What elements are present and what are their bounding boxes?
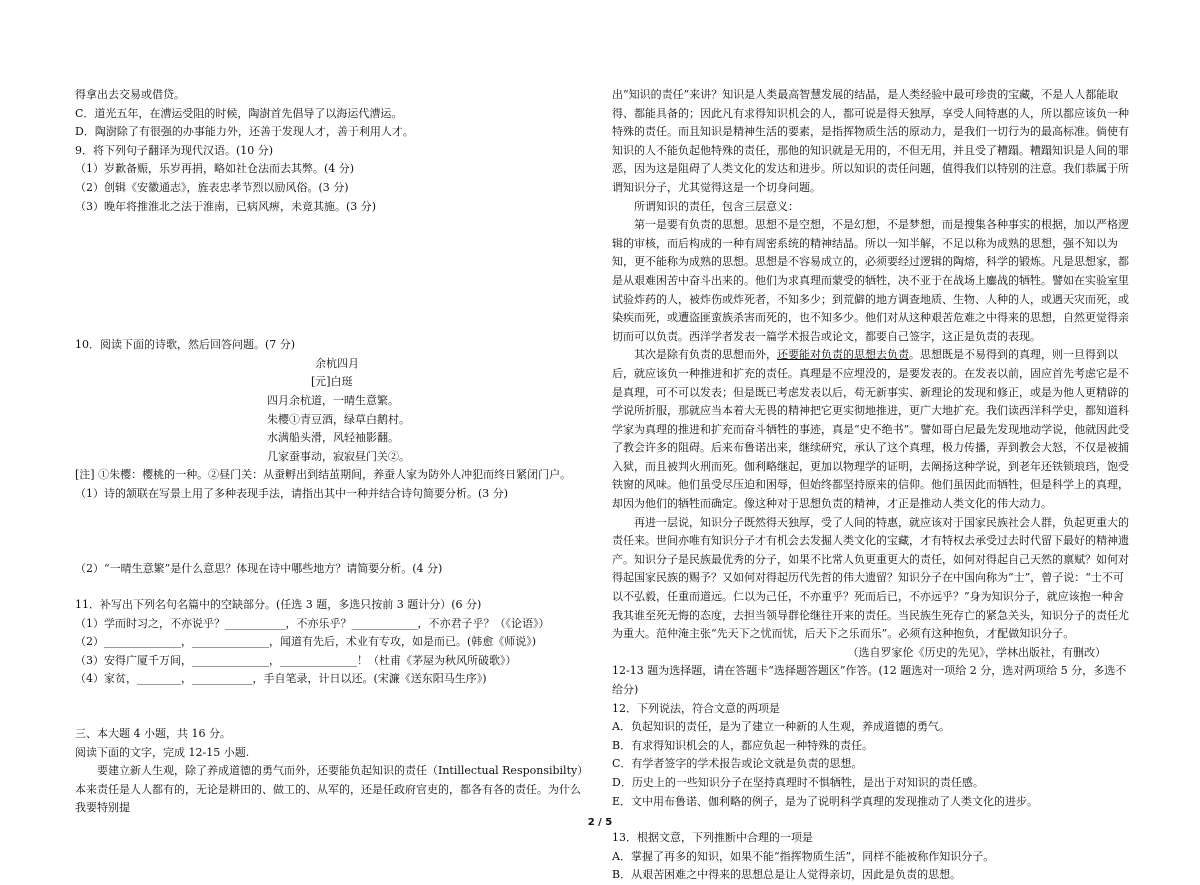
question-10-1: （1）诗的颔联在写景上用了多种表现手法，请指出其中一种并结合诗句简要分析。(3 分) [75, 486, 509, 500]
answer-space [75, 504, 587, 560]
passage-paragraph [612, 346, 1132, 513]
option-b: B．从艰苦困难之中得来的思想总是让人觉得亲切，因此是负责的思想。 [612, 868, 962, 882]
answer-space [75, 216, 587, 336]
option-d: D．历史上的一些知识分子在坚持真理时不惧牺牲，是出于对知识的责任感。 [612, 775, 984, 789]
question-9-1: （1）岁歉备赈，乐岁再捐，略如社仓法而去其弊。(4 分) [75, 162, 355, 176]
text-line: 得拿出去交易或借贷。 [75, 88, 185, 101]
question-9: 9．将下列句子翻译为现代汉语。(10 分) [75, 143, 274, 157]
section-3-heading: 三、本大题 4 小题，共 16 分。 [75, 727, 231, 741]
option-c: C．有学者签字的学术报告或论文就是负责的思想。 [612, 757, 863, 771]
passage-paragraph: 要建立新人生观，除了养成道德的勇气而外，还要能负起知识的责任（Intillectual Responsibilty）本来责任是人人都有的，无论是耕田的、做工的、从军的，还是任政府官吏的，都各有各的责任。为什么我要特别提 [75, 764, 583, 815]
left-column [75, 86, 587, 818]
question-11-1: （1）学而时习之，不亦说乎？___________，不亦乐乎？____________，不亦君子乎？（《论语》） [75, 616, 550, 630]
option-b: B．有求得知识机会的人，都应负起一种特殊的责任。 [612, 738, 874, 752]
passage-paragraph: 出“知识的责任”来讲？知识是人类最高智慧发展的结晶，是人类经验中最可珍贵的宝藏，不是人人都能取得、都能具备的；因此凡有求得知识机会的人，都可说是得天独厚，享受人间特惠的人，所以都应该负一种特殊的责任。而且知识是精神生活的要素，是指挥物质生活的原动力，是我们一切行为的最高标准。倘使有知识的人不能负起他特殊的责任，那他的知识就是无用的，不但无用，并且受了糟蹋。糟蹋知识是人间的罪恶，因为这是阻碍了人类文化的发达和进步。所以知识的责任问题，值得我们以特别的注意。我们恭属于所谓知识分子，尤其觉得这是一个切身问题。 [612, 88, 1129, 194]
passage-paragraph: 再进一层说，知识分子既然得天独厚，受了人间的特惠，就应该对于国家民族社会人群，负起更重大的责任来。世间亦唯有知识分子才有机会去发掘人类文化的宝藏，才有特权去承受过去时代留下最好的精神遗产。知识分子是民族最优秀的分子，如果不比常人负更重更大的责任，如何对得起自己天然的禀赋？如何对得起国家民族的赐予？又如何对得起历代先哲的伟大遗留？知识分子在中国向称为“士”，曾子说：“士不可以不弘毅，任重而道远。仁以为己任，不亦重乎？死而后已，不亦远乎？”身为知识分子，就应该抱一种舍我其谁至死无悔的态度，去担当领导群伦继往开来的责任。当民族生死存亡的紧急关头，知识分子的责任尤为重大。范仲淹主张“先天下之忧而忧，后天下之乐而乐”。必须有这种抱负，才配做知识分子。 [612, 515, 1129, 641]
page-number: 2 / 5 [587, 817, 613, 828]
question-13: 13．根据文意，下列推断中合理的一项是 [612, 831, 813, 845]
question-11-2: （2）______________，______________，闻道有先后，术业有专攻，如是而已。(韩愈《师说》) [75, 635, 537, 649]
option-a: A．掌握了再多的知识，如果不能“指挥物质生活”，同样不能被称作知识分子。 [612, 849, 995, 863]
answer-space [75, 578, 587, 596]
choice-instruction: 12-13 题为选择题，请在答题卡“选择题答题区”作答。(12 题选对一项给 2 分，选对两项给 5 分，多选不给分) [612, 664, 1127, 696]
reading-instruction: 阅读下面的文字，完成 12-15 小题. [75, 745, 250, 759]
option-a: A．负起知识的责任，是为了建立一种新的人生观，养成道德的勇气。 [612, 720, 950, 734]
question-10-2: （2）“一晴生意繁”是什么意思？体现在诗中哪些地方？请简要分析。(4 分) [75, 561, 443, 575]
poem-line: 几家蚕事动，寂寂昼门关②。 [267, 449, 410, 463]
question-12: 12．下列说法，符合文意的两项是 [612, 701, 780, 715]
question-11-3: （3）安得广厦千万间，______________，______________！（杜甫《茅屋为秋风所破歌》） [75, 653, 517, 667]
poem-note: [注] ①朱樱：樱桃的一种。②昼门关：从蚕孵出到结茧期间，养蚕人家为防外人冲犯而终日紧闭门户。 [75, 468, 572, 482]
question-11-4: （4）家贫，________，___________，手自笔录，计日以还。(宋濂《送东阳马生序》) [75, 672, 487, 686]
passage-paragraph: 所谓知识的责任，包含三层意义： [634, 199, 799, 213]
answer-space [75, 689, 587, 725]
question-10: 10．阅读下面的诗歌，然后回答问题。(7 分) [75, 338, 296, 352]
poem [267, 355, 587, 467]
question-11: 11．补写出下列名句名篇中的空缺部分。(任选 3 题，多选只按前 3 题计分）(6 分) [75, 598, 482, 612]
option-e: E．文中用布鲁诺、伽利略的例子，是为了说明科学真理的发现推动了人类文化的进步。 [612, 794, 1039, 808]
text-span: 。思想既是不易得到的真理，则一旦得到以后，就应该负一种推进和扩充的责任。真理是不应埋没的，是要发表的。在发表以前，固应首先考虑它是不是真理，可不可以发表；但是既已考虑发表以后，苟无新事实、新理论的发现和修正，或是为他人更精辟的学说所折服，那就应当本着大无畏的精神把它更实彻地推进，更广大地扩充。我们读西洋科学史，都知道科学家为真理的推进和扩充而奋斗牺牲的事迹，真是“史不绝书”。譬如哥白尼最先发现地动学说，他就因此受了教会许多的阻碍。后来布鲁诺出来，继续研究，承认了这个真理，极力传播，弄到教会大怒，不仅是被捕入狱，而且被判火刑而死。伽利略继起，更加以物理学的证明，去阐扬这种学说，到老年还铁锁琅珰，饱受铁窗的风味。他们虽受尽压迫和困辱，但始终都坚持原来的信仰。他们虽因此而牺牲，但是科学上的真理，却因为他们的牺牲而确定。像这种对于思想负责的精神，才正是推动人类文化的伟大动力。 [612, 348, 1130, 511]
passage-source: （选自罗家伦《历史的先见》，学林出版社，有删改） [847, 645, 1106, 659]
poem-line: 水满船头滑，风轻袖影翻。 [267, 431, 399, 445]
question-9-3: （3）晚年将推淮北之法于淮南，已病风痹，未竟其施。(3 分) [75, 199, 377, 213]
poem-title: 余杭四月 [315, 356, 359, 370]
passage-paragraph: 第一是要有负责的思想。思想不是空想，不是幻想，不是梦想，而是搜集各种事实的根据，加以严格逻辑的审核，而后构成的一种有周密系统的精神结晶。所以一知半解，不足以称为成熟的思想，强不知以为知，更不能称为成熟的思想。思想是不容易成立的，必须要经过逻辑的陶熔，科学的锻炼。凡是思想家，都是从艰难困苦中奋斗出来的。他们为求真理而蒙受的牺牲，决不亚于在战场上鏖战的牺牲。譬如在实验室里试验炸药的人，被炸伤或炸死者，不知多少；到荒僻的地方调查地质、生物、人种的人，或遇天灾而死，或染疾而死，或遭盗匪蛮族杀害而死的，也不知多少。他们对从这种艰苦危难之中得来的思想，自然更觉得亲切而可以负责。西洋学者发表一篇学术报告或论文，都要自己签字，这正是负责的表现。 [612, 218, 1129, 343]
poem-line: 朱樱①青豆酒，绿草白鹅村。 [267, 412, 410, 426]
right-column [612, 86, 1132, 885]
poem-line: 四月余杭道，一晴生意繁。 [267, 393, 399, 407]
question-9-2: （2）创辑《安徽通志》，旌表忠孝节烈以励风俗。(3 分) [75, 180, 349, 194]
option-c: C．道光五年，在漕运受阻的时候，陶澍首先倡导了以海运代漕运。 [75, 106, 403, 120]
underlined-sentence: 还要能对负责的思想去负责 [777, 348, 909, 362]
text-span: 其次是除有负责的思想而外， [634, 348, 777, 362]
option-d: D．陶澍除了有很强的办事能力外，还善于发现人才，善于利用人才。 [75, 125, 414, 139]
poem-author: [元]白珽 [311, 375, 353, 389]
